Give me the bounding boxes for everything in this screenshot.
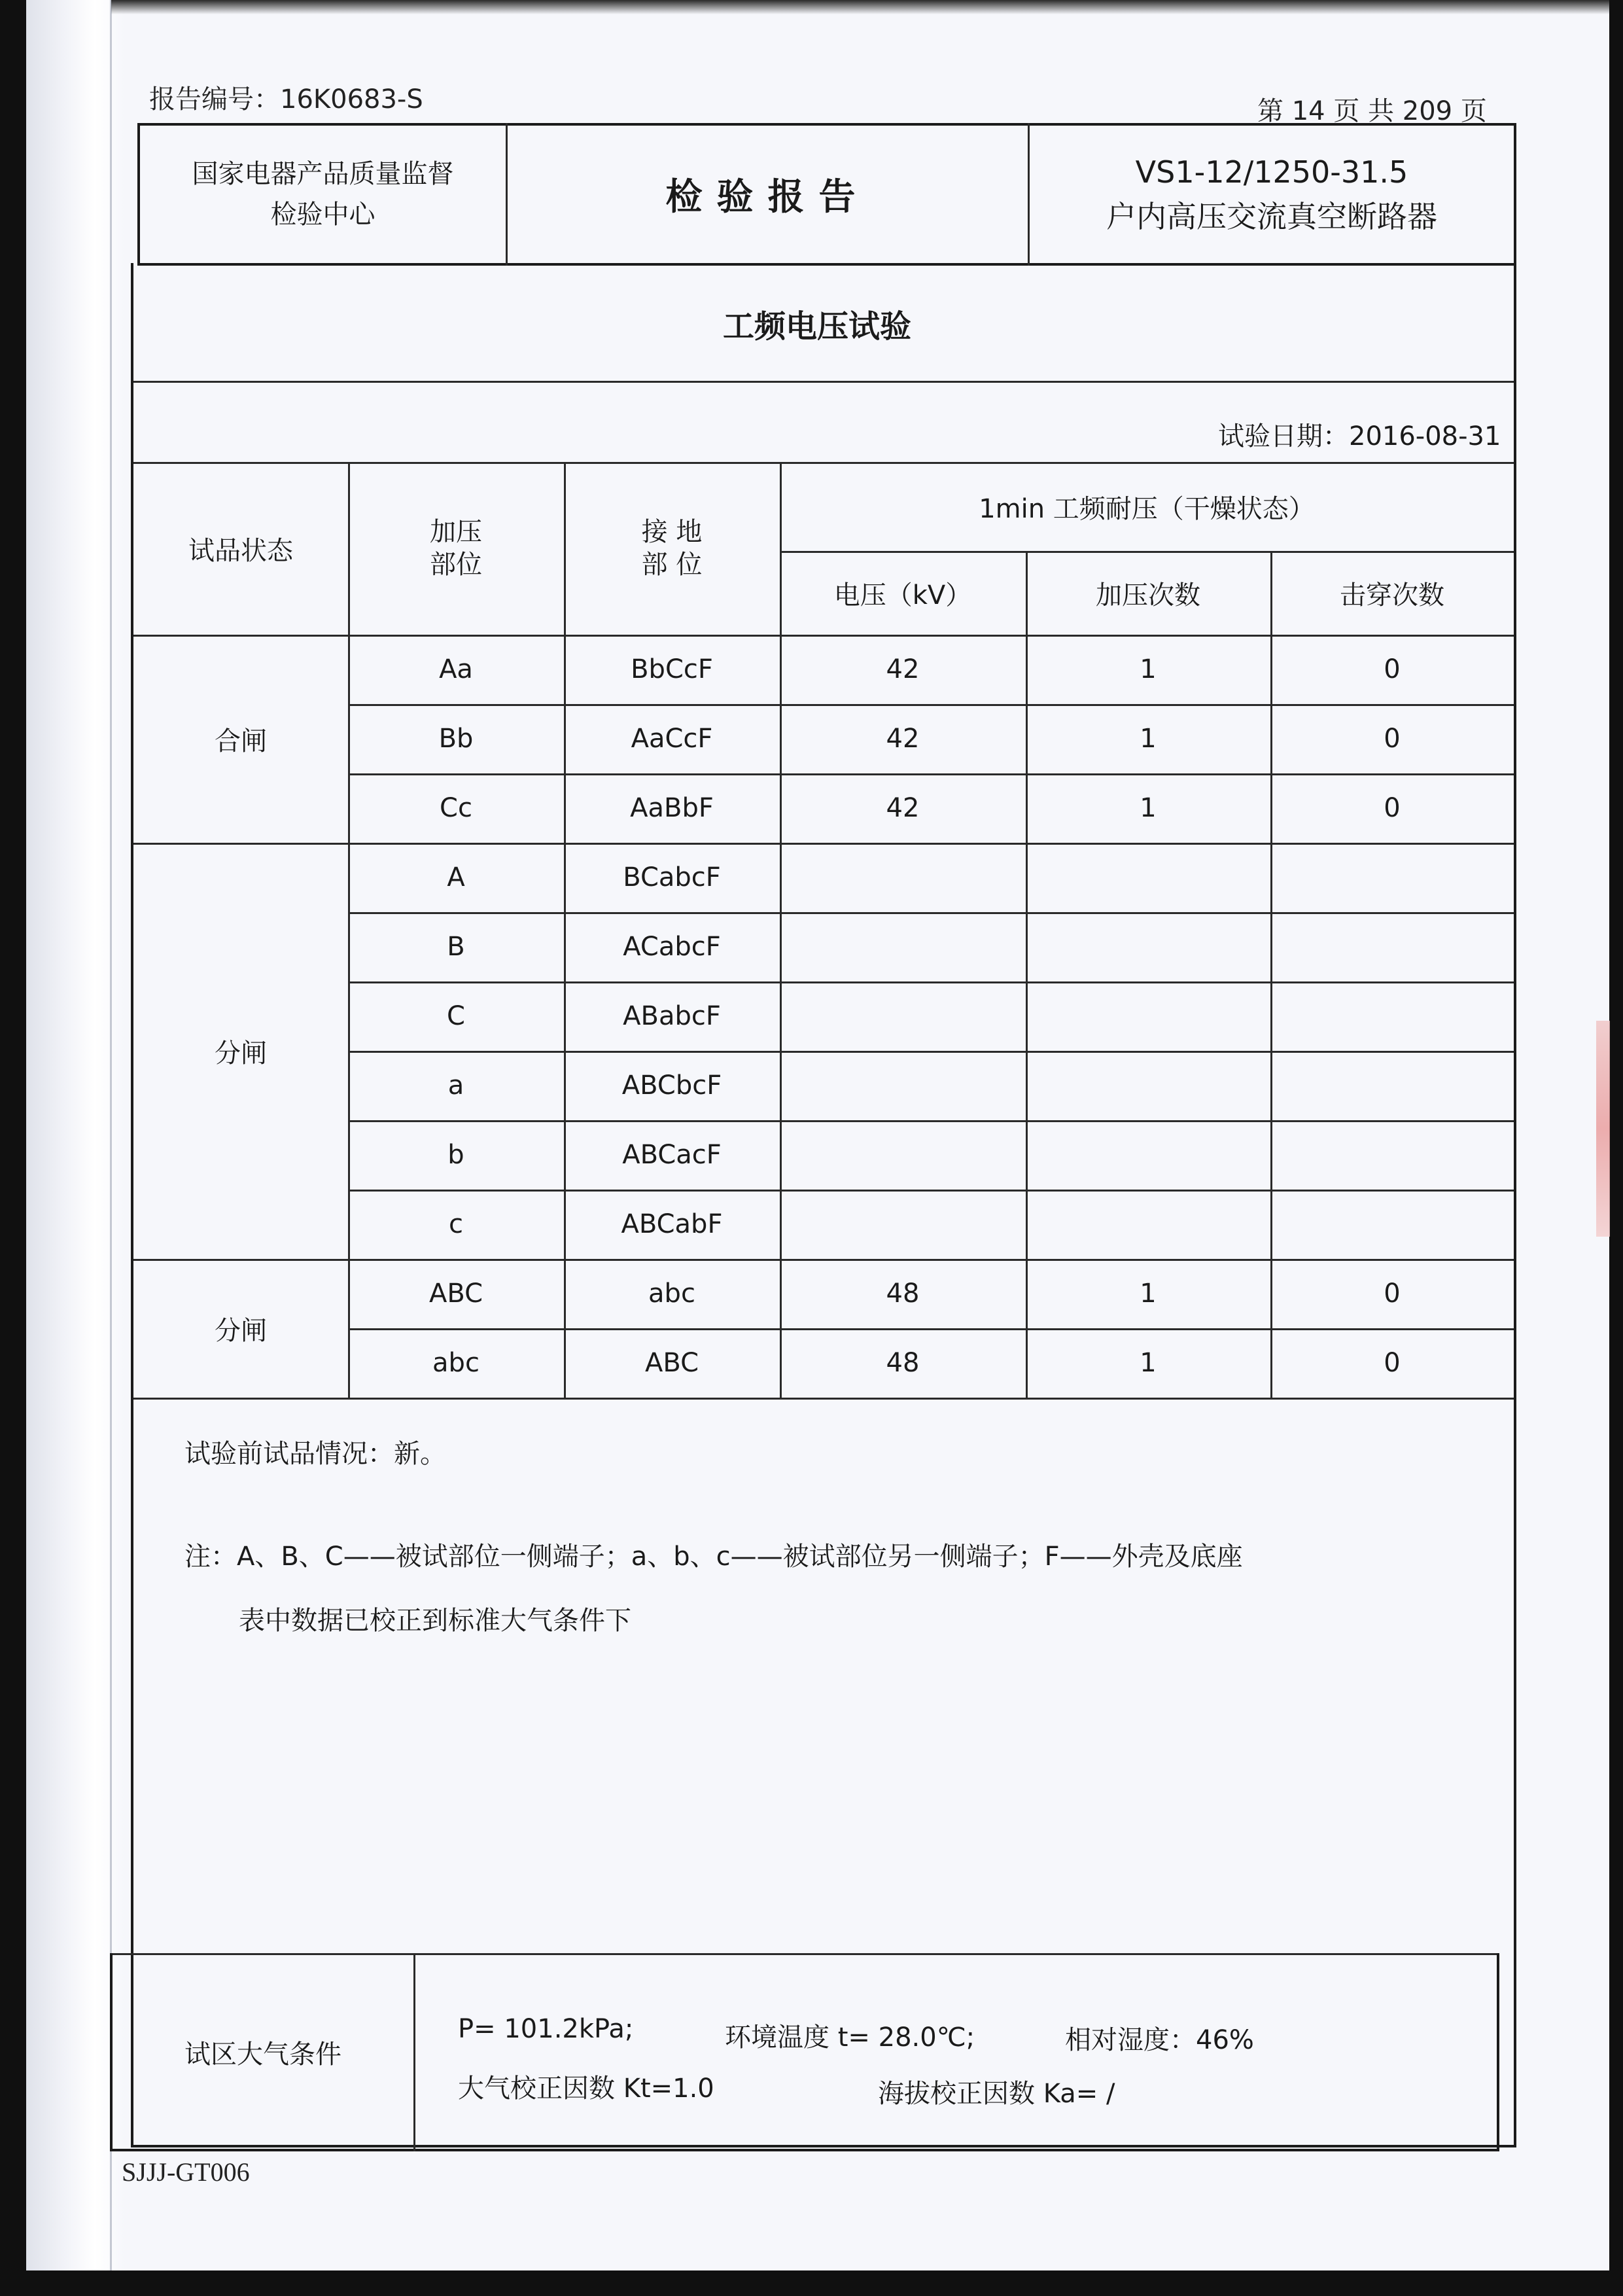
product-model: [1030, 126, 1514, 263]
ground-position: AaCcF: [631, 724, 713, 754]
apply-position: Bb: [438, 724, 474, 754]
apply-position: A: [447, 862, 465, 892]
page-number: 第 14 页 共 209 页: [1257, 96, 1487, 126]
ground-position: AaBbF: [630, 793, 714, 823]
ground-position: ABCbcF: [621, 1070, 722, 1101]
ground-position: ABCacF: [622, 1140, 722, 1170]
breakdown-count: [1270, 1120, 1514, 1190]
header-apply-line2: 部位: [430, 550, 482, 580]
voltage-value: 42: [886, 724, 920, 754]
ground-position: ABabcF: [623, 1001, 721, 1031]
page-shadow: [111, 0, 1609, 14]
voltage-value: [780, 1190, 1026, 1259]
ground-position: BCabcF: [623, 862, 721, 892]
binding-edge: [110, 0, 112, 2270]
apply-count: [1026, 1051, 1270, 1120]
column-rule: [348, 462, 350, 1398]
breakdown-count: [1270, 1190, 1514, 1259]
note-terminals: 注：A、B、C——被试部位一侧端子；a、b、c——被试部位另一侧端子；F——外壳及底座: [184, 1542, 1243, 1572]
header-ground-line1: 接 地: [641, 517, 703, 547]
breakdown-count: [1270, 843, 1514, 912]
form-code: SJJJ-GT006: [122, 2157, 250, 2187]
apply-count: [1026, 1190, 1270, 1259]
apply-position: c: [449, 1209, 463, 1239]
atmosphere-divider: [413, 1953, 415, 2151]
kt-value: 大气校正因数 Kt=1.0: [458, 2074, 714, 2104]
sample-state: 合闸: [215, 726, 267, 756]
header-group: 1min 工频耐压（干燥状态）: [979, 493, 1315, 524]
voltage-value: [780, 912, 1026, 981]
temperature-value: 环境温度 t= 28.0℃;: [725, 2022, 975, 2053]
apply-position: Cc: [440, 793, 472, 823]
apply-count: [1026, 1120, 1270, 1190]
apply-count: 1: [1140, 654, 1157, 684]
issuing-org: [140, 126, 506, 263]
apply-position: a: [447, 1070, 464, 1101]
apply-count: 1: [1140, 1279, 1157, 1309]
column-rule: [564, 462, 566, 1398]
ka-value: 海拔校正因数 Ka= /: [878, 2079, 1115, 2109]
ground-position: ABC: [644, 1348, 699, 1378]
apply-count: [1026, 843, 1270, 912]
voltage-value: [780, 1051, 1026, 1120]
header-apply: [348, 462, 564, 635]
breakdown-count: [1270, 1051, 1514, 1120]
model-line-1: VS1-12/1250-31.5: [1135, 154, 1408, 190]
apply-position: b: [447, 1140, 464, 1170]
header-voltage: 电压（kV）: [833, 580, 972, 610]
ground-position: BbCcF: [631, 654, 713, 684]
voltage-value: [780, 843, 1026, 912]
sample-state: 分闸: [215, 1315, 267, 1346]
apply-position: Aa: [439, 654, 473, 684]
humidity-value: 相对湿度：46%: [1065, 2025, 1254, 2055]
voltage-value: 48: [886, 1279, 920, 1309]
breakdown-count: [1270, 912, 1514, 981]
pressure-value: P= 101.2kPa;: [458, 2014, 634, 2044]
ground-position: ACabcF: [623, 932, 721, 962]
header-ground: [564, 462, 780, 635]
header-state: 试品状态: [188, 535, 293, 566]
model-line-2: 户内高压交流真空断路器: [1106, 199, 1437, 234]
header-breakdown: 击穿次数: [1340, 580, 1444, 610]
voltage-value: [780, 1120, 1026, 1190]
ground-position: ABCabF: [621, 1209, 723, 1239]
rule-under-title: [133, 381, 1514, 383]
breakdown-count: 0: [1384, 793, 1401, 823]
test-date: 试验日期：2016-08-31: [1218, 421, 1501, 451]
apply-count: [1026, 912, 1270, 981]
breakdown-count: 0: [1384, 724, 1401, 754]
breakdown-count: 0: [1384, 1279, 1401, 1309]
header-apply-line1: 加压: [430, 517, 482, 547]
breakdown-count: 0: [1384, 1348, 1401, 1378]
note-correction: 表中数据已校正到标准大气条件下: [239, 1606, 631, 1636]
report-number: 报告编号：16K0683-S: [149, 84, 423, 115]
org-line-1: 国家电器产品质量监督: [192, 159, 454, 189]
voltage-value: 42: [886, 654, 920, 684]
voltage-value: [780, 981, 1026, 1051]
column-rule: [1270, 551, 1272, 1398]
sample-state: 分闸: [215, 1038, 267, 1069]
column-rule: [780, 462, 782, 1398]
section-title: 工频电压试验: [723, 308, 912, 345]
seal-edge: [1596, 1021, 1610, 1237]
voltage-value: 42: [886, 793, 920, 823]
breakdown-count: 0: [1384, 654, 1401, 684]
apply-position: ABC: [428, 1279, 483, 1309]
ground-position: abc: [648, 1279, 695, 1309]
apply-position: abc: [432, 1348, 480, 1378]
doc-title: 检验报告: [665, 176, 870, 219]
apply-count: 1: [1140, 793, 1157, 823]
org-line-2: 检验中心: [270, 200, 375, 230]
apply-count: 1: [1140, 724, 1157, 754]
group-rule: [133, 1398, 1514, 1400]
apply-count: [1026, 981, 1270, 1051]
header-count: 加压次数: [1096, 580, 1200, 610]
column-rule: [1026, 551, 1028, 1398]
atmosphere-label: 试区大气条件: [184, 2039, 341, 2070]
apply-count: 1: [1140, 1348, 1157, 1378]
apply-position: B: [447, 932, 465, 962]
breakdown-count: [1270, 981, 1514, 1051]
pre-test-condition: 试验前试品情况：新。: [184, 1439, 446, 1469]
voltage-value: 48: [886, 1348, 920, 1378]
apply-position: C: [447, 1001, 465, 1031]
header-ground-line2: 部 位: [641, 550, 703, 580]
